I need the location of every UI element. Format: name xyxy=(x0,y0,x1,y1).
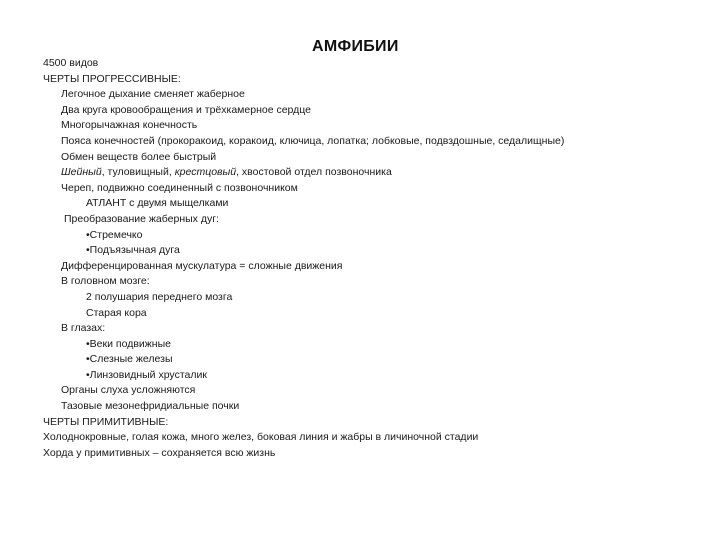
brain-forebrain: 2 полушария переднего мозга xyxy=(86,290,233,303)
trait-girdles: Пояса конечностей (прокоракоид, коракоид, ключица, лопатка; лобковые, подвздошные, седалищные) xyxy=(61,134,565,147)
primitive-cold-blooded: Холоднокровные, голая кожа, много желез, боковая линия и жабры в личиночной стадии xyxy=(43,431,479,444)
trait-circulation: Два круга кровообращения и трёхкамерное сердце xyxy=(61,103,312,116)
eyes-eyelids: •Веки подвижные xyxy=(86,337,171,350)
spine-cervical: Шейный xyxy=(61,166,102,179)
eyes-lens: •Линзовидный хрусталик xyxy=(86,368,207,381)
eyes-tear-glands: •Слезные железы xyxy=(86,353,173,366)
brain-header: В головном мозге: xyxy=(61,275,150,288)
trait-spine xyxy=(43,165,683,181)
gill-arch-stapes: •Стремечко xyxy=(86,228,143,241)
species-count: 4500 видов xyxy=(43,57,99,69)
trait-kidneys: Тазовые мезонефридиальные почки xyxy=(61,400,240,413)
trait-limb: Многорычажная конечность xyxy=(61,119,198,132)
spine-rest: , хвостовой отдел позвоночника xyxy=(236,166,392,179)
spine-separator: , туловищный, xyxy=(101,166,175,179)
trait-atlas: АТЛАНТ с двумя мыщелками xyxy=(86,197,229,210)
trait-lung-breathing: Легочное дыхание сменяет жаберное xyxy=(61,88,245,101)
trait-hearing: Органы слуха усложняются xyxy=(61,384,196,397)
slide-title: АМФИБИИ xyxy=(312,38,399,55)
primitive-notochord: Хорда у примитивных – сохраняется всю жизнь xyxy=(43,446,276,459)
trait-musculature: Дифференцированная мускулатура = сложные движения xyxy=(61,259,343,272)
brain-old-cortex: Старая кора xyxy=(86,306,147,319)
eyes-header: В глазах: xyxy=(61,322,106,335)
gill-arch-hyoid: •Подъязычная дуга xyxy=(86,244,180,257)
slide-body xyxy=(43,56,683,461)
primitive-traits-header: ЧЕРТЫ ПРИМИТИВНЫЕ: xyxy=(43,415,169,428)
progressive-traits-header: ЧЕРТЫ ПРОГРЕССИВНЫЕ: xyxy=(43,72,181,85)
trait-skull: Череп, подвижно соединенный с позвоночником xyxy=(61,181,298,194)
trait-gill-arches: Преобразование жаберных дуг: xyxy=(64,212,219,225)
spine-sacral: крестцовый xyxy=(174,166,237,179)
trait-metabolism: Обмен веществ более быстрый xyxy=(61,150,217,163)
